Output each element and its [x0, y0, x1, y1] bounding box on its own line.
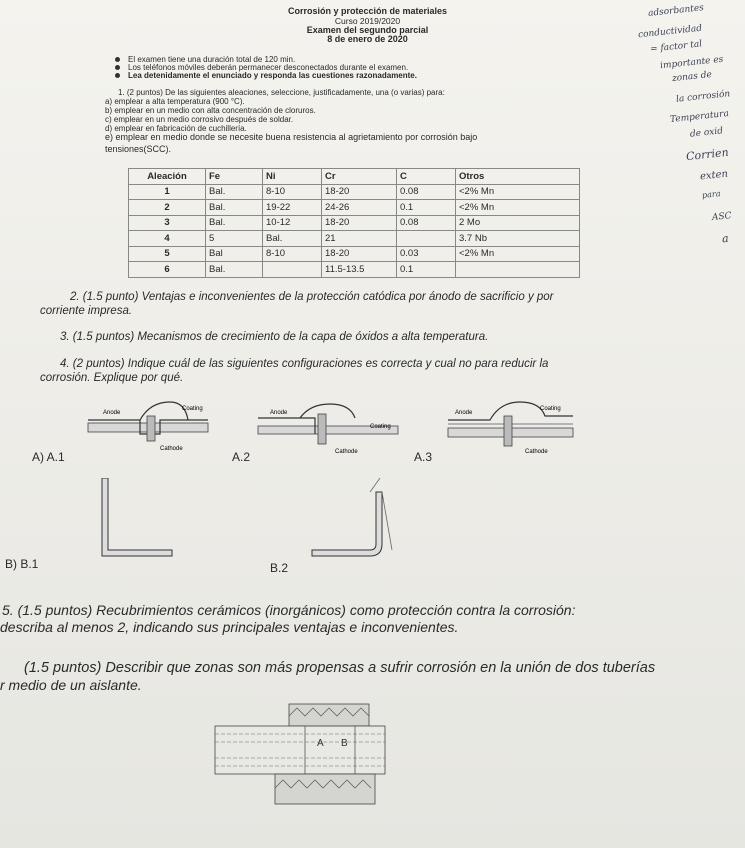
table-cell: 4 — [129, 231, 206, 247]
handwritten-note: de oxid — [689, 126, 724, 140]
handwritten-note: Temperatura — [669, 108, 730, 126]
table-cell: Bal. — [206, 262, 263, 278]
figure-a1 — [88, 402, 208, 452]
q2-text: 2. (1.5 punto) Ventajas e inconvenientes de la protección catódica por ánodo de sacrificio y por — [70, 291, 554, 303]
bullet-icon — [115, 65, 120, 70]
handwritten-note: = factor tal — [649, 39, 703, 55]
handwritten-note: adsorbantes — [647, 3, 705, 19]
insulator-flange-top — [289, 704, 369, 726]
rule-text: Los teléfonos móviles deberán permanecer desconectados durante el examen. — [128, 63, 409, 72]
label-b2: B.2 — [270, 561, 289, 575]
course-year: Curso 2019/2020 — [334, 16, 401, 26]
rule-item — [115, 71, 417, 80]
table-cell: 18-20 — [322, 184, 397, 200]
label-a3: A.3 — [414, 450, 433, 464]
table-header: Aleación — [129, 169, 206, 185]
table-cell: 19-22 — [263, 200, 322, 216]
table-cell: 5 — [129, 246, 206, 262]
pipe-body — [215, 726, 385, 774]
table-cell: 6 — [129, 262, 206, 278]
a1-fastener — [147, 416, 155, 441]
handwritten-note: importante es — [659, 54, 724, 72]
q6-text-cont: r medio de un aislante. — [0, 677, 142, 693]
q6-text: (1.5 puntos) Describir que zonas son más propensas a sufrir corrosión en la unión de dos tuberías — [24, 660, 656, 676]
table-cell: Bal. — [206, 184, 263, 200]
a3-fastener — [504, 416, 512, 446]
table-row — [129, 215, 580, 231]
table-cell: Bal — [206, 246, 263, 262]
table-header-row — [129, 169, 580, 185]
q1-option: d) emplear en fabricación de cuchillería. — [105, 124, 247, 133]
rule-text: El examen tiene una duración total de 120 min. — [128, 55, 296, 64]
table-row — [129, 246, 580, 262]
table-cell: Bal. — [206, 215, 263, 231]
handwritten-note: zonas de — [671, 69, 713, 85]
bullet-icon — [115, 73, 120, 78]
q3-text: 3. (1.5 puntos) Mecanismos de crecimiento de la capa de óxidos a alta temperatura. — [60, 331, 489, 343]
table-cell: 0.08 — [397, 215, 456, 231]
table-row — [129, 200, 580, 216]
table-cell: 0.03 — [397, 246, 456, 262]
q4-text-cont: corrosión. Explique por qué. — [40, 372, 184, 384]
a2-cathode-label: Cathode — [335, 449, 358, 455]
a3-cathode-label: Cathode — [525, 449, 548, 455]
handwritten-note: conductividad — [637, 23, 703, 41]
q5-text: 5. (1.5 puntos) Recubrimientos cerámicos (inorgánicos) como protección contra la corrosión: — [2, 602, 576, 618]
table-cell: <2% Mn — [456, 184, 580, 200]
q1-intro: 1. (2 puntos) De las siguientes aleaciones, seleccione, justificadamente, una (o varias) para: — [118, 88, 445, 97]
table-header: C — [397, 169, 456, 185]
rule-text: Lea detenidamente el enunciado y responda las cuestiones razonadamente. — [128, 71, 417, 80]
table-cell: 8-10 — [263, 184, 322, 200]
table-cell: 0.08 — [397, 184, 456, 200]
table-cell: <2% Mn — [456, 200, 580, 216]
table-cell: <2% Mn — [456, 246, 580, 262]
table-cell: 0.1 — [397, 200, 456, 216]
table-cell: 2 — [129, 200, 206, 216]
bullet-icon — [115, 57, 120, 62]
exam-title: Corrosión y protección de materiales — [287, 6, 448, 16]
handwritten-note: a — [721, 231, 730, 246]
q1-option: a) emplear a alta temperatura (900 °C). — [105, 97, 245, 106]
table-cell: 18-20 — [322, 246, 397, 262]
table-cell: 3 — [129, 215, 206, 231]
a2-bolt-head — [300, 404, 355, 418]
table-header: Ni — [263, 169, 322, 185]
table-cell: 1 — [129, 184, 206, 200]
a3-anode-label: Anode — [455, 410, 473, 416]
q5-text-cont: describa al menos 2, indicando sus principales ventajas e inconvenientes. — [0, 619, 459, 635]
configuration-figures-b — [0, 478, 745, 568]
a1-cathode-label: Cathode — [160, 446, 183, 452]
a2-anode-label: Anode — [270, 410, 288, 416]
exam-name: Examen del segundo parcial — [306, 25, 429, 35]
handwritten-note: Corrien — [685, 145, 730, 164]
table-cell: 3.7 Nb — [456, 231, 580, 247]
a2-fastener — [318, 414, 326, 444]
b1-angle-profile — [102, 478, 172, 556]
exam-date: 8 de enero de 2020 — [327, 34, 408, 44]
a2-coating-label: Coating — [370, 424, 391, 430]
table-header: Cr — [322, 169, 397, 185]
table-cell: 11.5-13.5 — [322, 262, 397, 278]
q1-option: b) emplear en un medio con alta concentración de cloruros. — [105, 106, 316, 115]
table-cell — [456, 262, 580, 278]
q4-text: 4. (2 puntos) Indique cuál de las siguientes configuraciones es correcta y cual no para reducir la — [60, 358, 549, 370]
alloy-table — [128, 168, 580, 278]
table-cell: 21 — [322, 231, 397, 247]
label-a1: A) A.1 — [32, 450, 65, 464]
a3-coating-label: Coating — [540, 406, 561, 412]
table-row — [129, 184, 580, 200]
b2-curved-profile — [312, 492, 382, 556]
q1-option: e) emplear en medio donde se necesite buena resistencia al agrietamiento por corrosión bajo — [105, 132, 478, 142]
table-cell: 0.1 — [397, 262, 456, 278]
q1-option: c) emplear en un medio corrosivo después de soldar. — [105, 115, 294, 124]
table-row — [129, 262, 580, 278]
configuration-figures-a — [0, 398, 745, 468]
table-cell: Bal. — [206, 200, 263, 216]
table-header: Otros — [456, 169, 580, 185]
table-cell: 10-12 — [263, 215, 322, 231]
table-cell: 8-10 — [263, 246, 322, 262]
figure-a3 — [448, 402, 573, 455]
table-cell: 5 — [206, 231, 263, 247]
table-header: Fe — [206, 169, 263, 185]
table-row — [129, 231, 580, 247]
table-cell: 24-26 — [322, 200, 397, 216]
a1-anode-label: Anode — [103, 410, 121, 416]
handwritten-note: ASC — [711, 211, 733, 223]
table-cell — [397, 231, 456, 247]
figure-b1 — [102, 478, 172, 556]
handwritten-note: para — [701, 189, 721, 200]
figure-a2 — [258, 404, 398, 455]
table-cell: 18-20 — [322, 215, 397, 231]
handwritten-note: la corrosión — [675, 89, 731, 105]
table-cell — [263, 262, 322, 278]
pipe-label-b: B — [341, 738, 348, 749]
a1-coating-label: Coating — [182, 406, 203, 412]
q2-text-cont: corriente impresa. — [40, 305, 133, 317]
pipe-label-a: A — [317, 738, 324, 749]
table-cell: Bal. — [263, 231, 322, 247]
insulator-flange-bottom — [275, 774, 375, 804]
handwritten-note: exten — [699, 168, 729, 183]
label-a2: A.2 — [232, 450, 251, 464]
table-cell: 2 Mo — [456, 215, 580, 231]
q1-option: tensiones(SCC). — [105, 144, 172, 154]
figure-b2 — [312, 478, 392, 556]
label-b1: B) B.1 — [5, 557, 39, 571]
pipe-junction-figure — [205, 696, 390, 818]
